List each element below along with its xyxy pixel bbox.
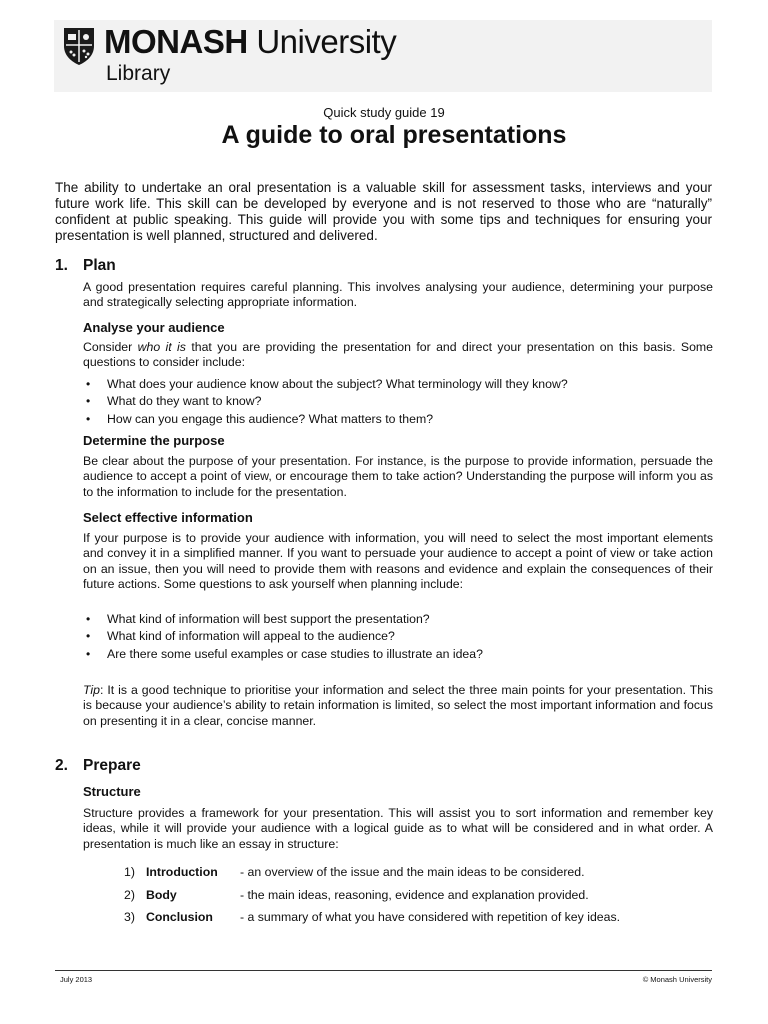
brand-monash: MONASH: [104, 23, 248, 60]
section-title: Plan: [83, 257, 116, 274]
item-number: 1): [124, 865, 135, 879]
guide-subtitle: Quick study guide 19: [323, 105, 445, 120]
list-item: • What kind of information will appeal to the audience?: [83, 628, 713, 645]
section-number: 2.: [55, 757, 68, 774]
tip-text: : It is a good technique to prioritise your information and select the three main points for your presentation. This is because your audience’s ability to retain information is limited, so select the most important information and focus on presenting it in a clear, concise manner.: [83, 683, 713, 728]
section-title: Prepare: [83, 757, 141, 774]
footer-copyright: © Monash University: [642, 975, 712, 984]
page-title: A guide to oral presentations: [221, 121, 567, 149]
select-information-paragraph: If your purpose is to provide your audience with information, you will need to select the most important elements and convey it in a simplified manner. If you want to persuade your audience to accept a point of view or take action on an issue, then you will need to provide them with reasons and evidence and explain the consequences of their future actions. Some questions to ask yourself when planning include:: [83, 531, 713, 591]
audience-text-end: that you are providing the presentation for and direct your presentation on this basis. Some questions to consider include:: [83, 340, 713, 370]
list-item: • What do they want to know?: [83, 393, 713, 410]
item-term: Conclusion: [146, 910, 213, 924]
item-description: - the main ideas, reasoning, evidence and explanation provided.: [240, 887, 589, 902]
list-item: • How can you engage this audience? What matters to them?: [83, 411, 713, 428]
subheading-select-information: Select effective information: [83, 510, 253, 525]
item-description: - an overview of the issue and the main ideas to be considered.: [240, 865, 585, 879]
subheading-purpose: Determine the purpose: [83, 433, 225, 448]
monash-crest-logo: [62, 26, 96, 66]
audience-paragraph: [83, 340, 713, 371]
item-number: 2): [124, 887, 135, 902]
section-number: 1.: [55, 257, 68, 274]
planning-questions-list: [83, 611, 713, 663]
library-header: [54, 20, 712, 92]
purpose-paragraph: Be clear about the purpose of your presentation. For instance, is the purpose to provide information, persuade the audience to accept a point of view, or encourage them to take action? Understanding the purpose will inform you as to the information to include for the presentation.: [83, 454, 713, 499]
audience-questions-list: [83, 376, 713, 428]
intro-paragraph: The ability to undertake an oral presentation is a valuable skill for assessment tasks, interviews and your future work life. This skill can be developed by everyone and is not reserved to those who are “naturally” confident at public speaking. This guide will provide you with some tips and techniques for ensuring your presentation is well planned, structured and delivered.: [55, 180, 712, 243]
university-brand: [104, 24, 396, 60]
list-item: • What does your audience know about the subject? What terminology will they know?: [83, 376, 713, 393]
subheading-audience: Analyse your audience: [83, 320, 225, 335]
list-item: • Are there some useful examples or case studies to illustrate an idea?: [83, 646, 713, 663]
tip-label: Tip: [83, 683, 100, 697]
list-item: • What kind of information will best support the presentation?: [83, 611, 713, 628]
audience-text-italic: who it is: [137, 340, 186, 354]
tip-paragraph: [83, 683, 713, 729]
item-term: Body: [146, 887, 177, 902]
library-label: Library: [106, 62, 171, 85]
structure-paragraph: Structure provides a framework for your presentation. This will assist you to sort information and remember key ideas, while it will provide your audience with a logical guide as to what will be considered and in what order. A presentation is much like an essay in structure:: [83, 806, 713, 851]
item-number: 3): [124, 910, 135, 924]
subheading-structure: Structure: [83, 784, 141, 799]
audience-text-start: Consider: [83, 340, 138, 354]
footer-divider: [55, 970, 712, 971]
item-term: Introduction: [146, 865, 218, 879]
plan-paragraph: A good presentation requires careful planning. This involves analysing your audience, determining your purpose and strategically selecting appropriate information.: [83, 280, 713, 310]
brand-university: University: [256, 23, 397, 60]
footer-date: July 2013: [60, 975, 93, 984]
item-description: - a summary of what you have considered with repetition of key ideas.: [240, 910, 621, 924]
